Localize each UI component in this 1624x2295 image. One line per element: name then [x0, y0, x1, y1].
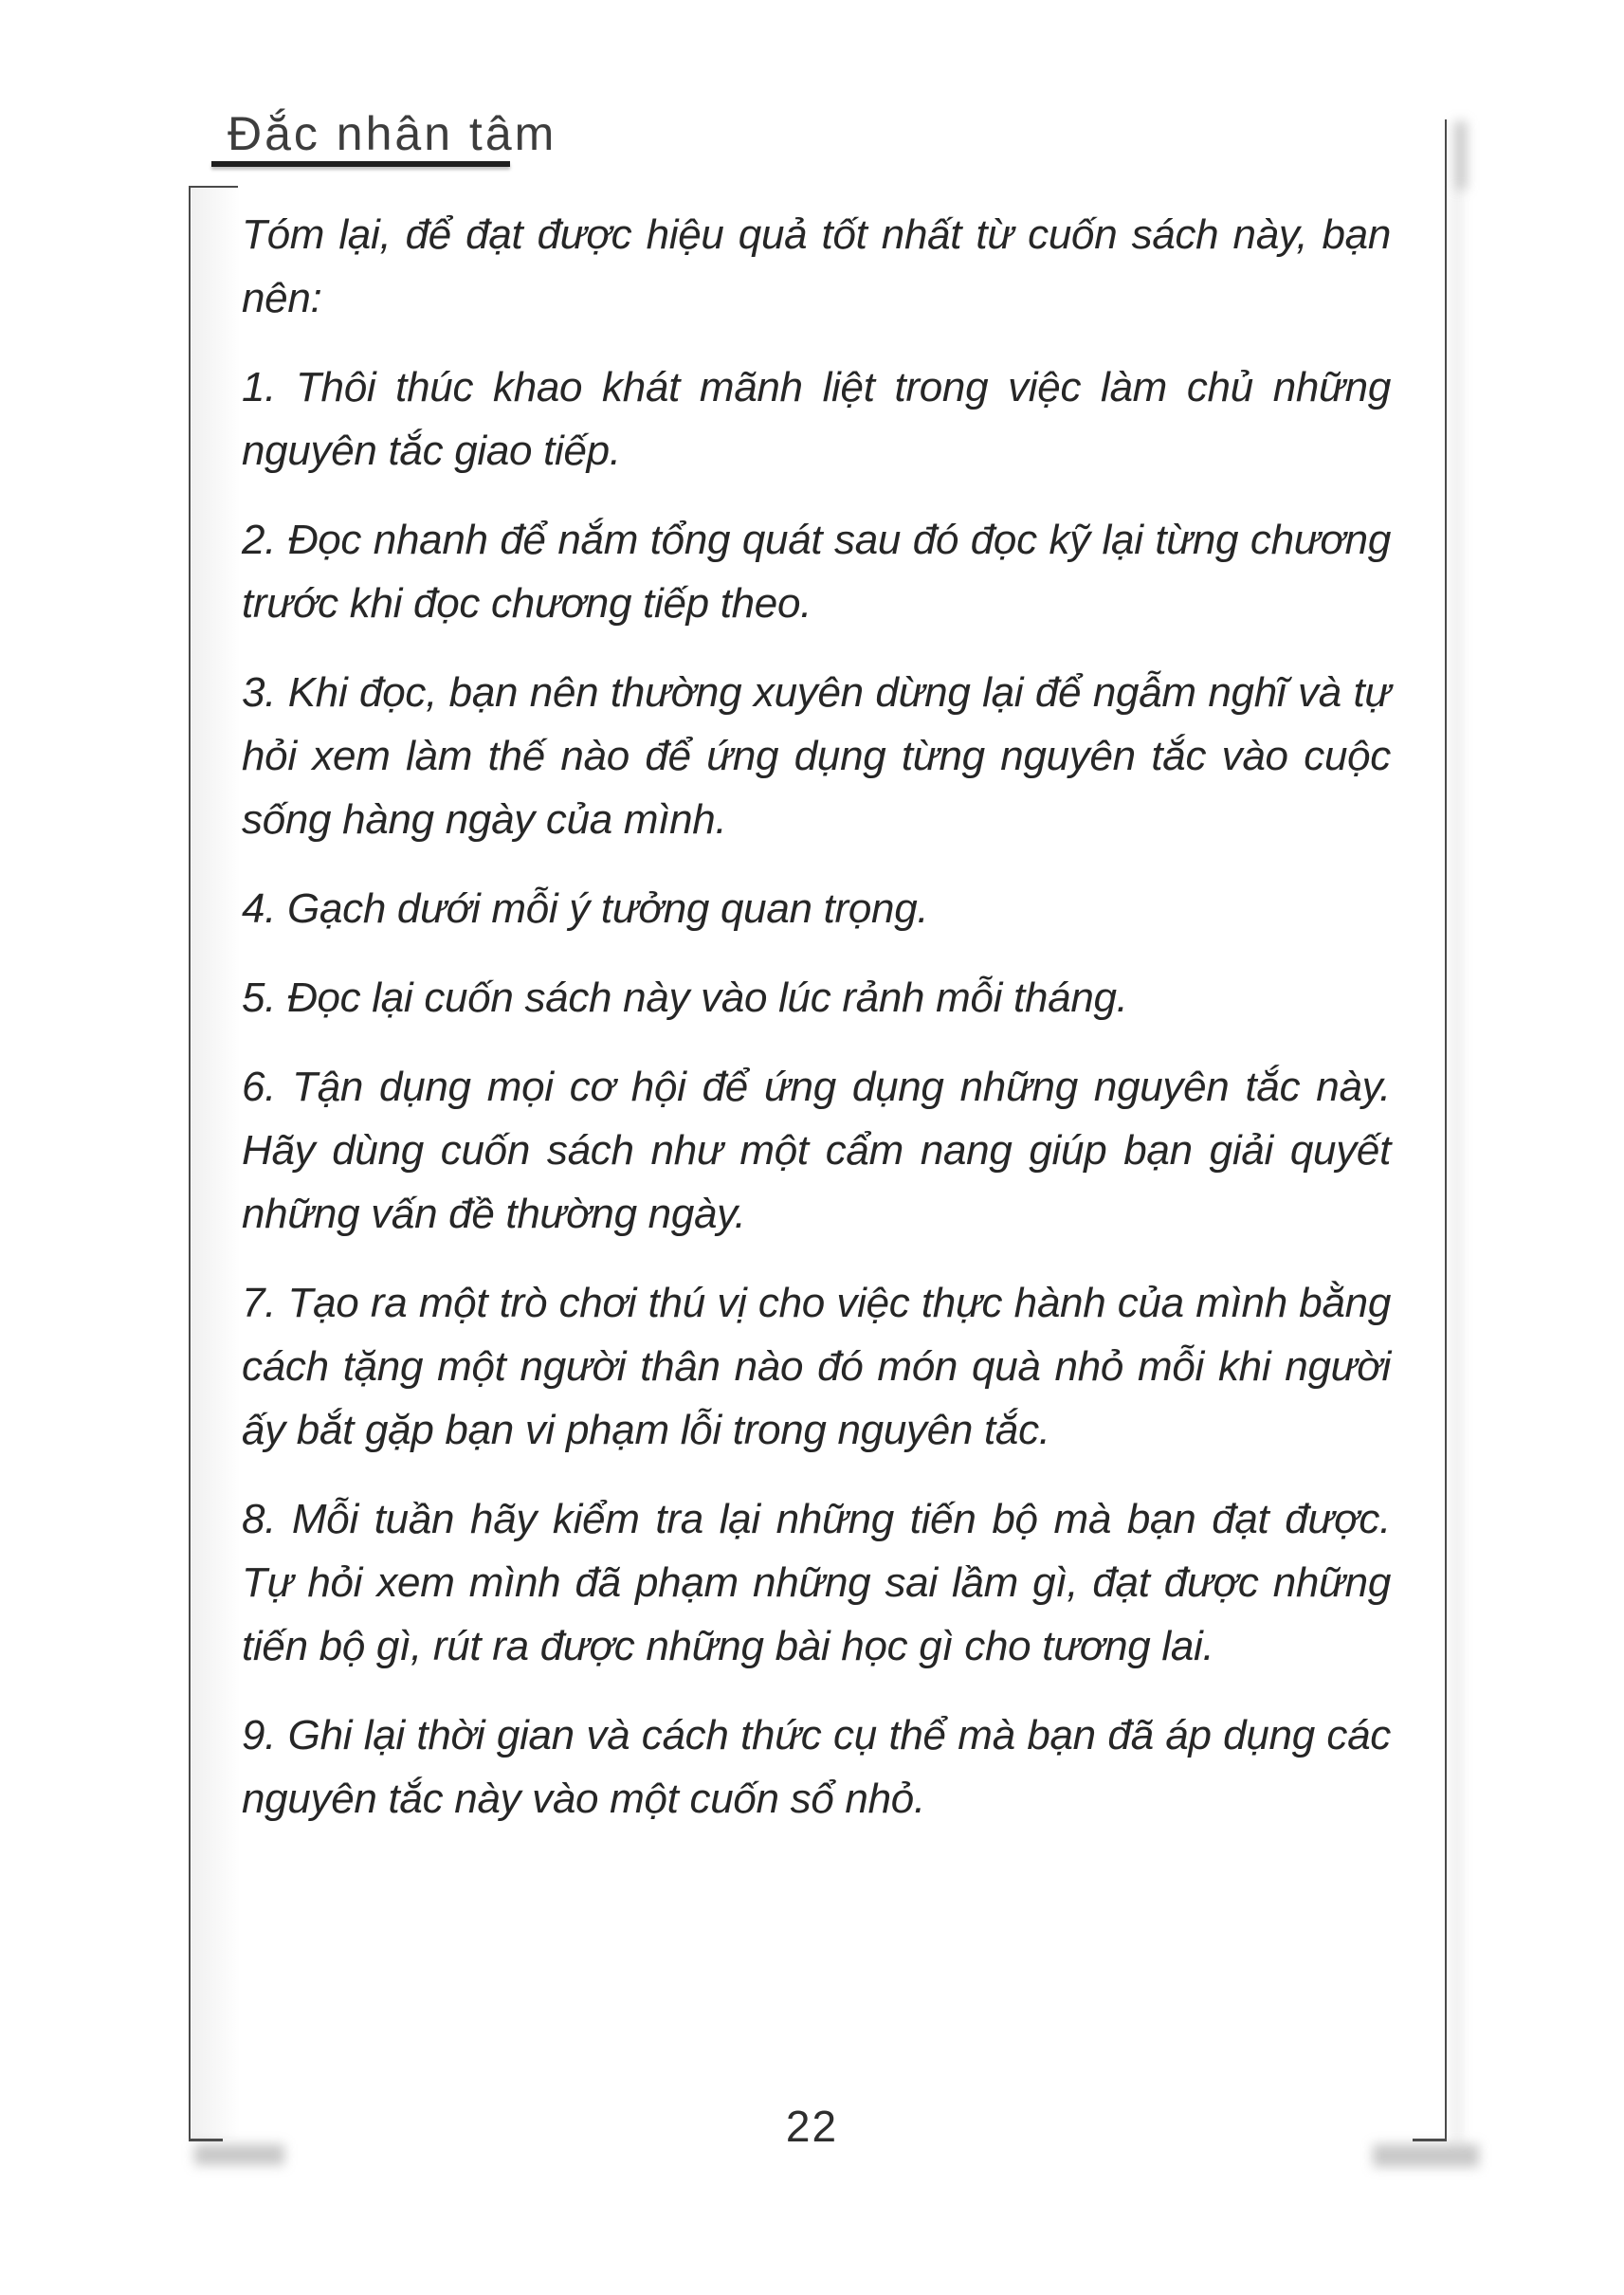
scan-shadow-top-right	[1454, 121, 1467, 190]
intro-paragraph: Tóm lại, để đạt được hiệu quả tốt nhất từ cuốn sách này, bạn nên:	[242, 211, 1391, 321]
list-item-1: 1. Thôi thúc khao khát mãnh liệt trong việc làm chủ những nguyên tắc giao tiếp.	[242, 364, 1391, 474]
running-header: Đắc nhân tâm	[228, 107, 557, 160]
list-item-4: 4. Gạch dưới mỗi ý tưởng quan trọng.	[242, 885, 929, 932]
list-item-9: 9. Ghi lại thời gian và cách thức cụ thể mà bạn đã áp dụng các nguyên tắc này vào một cuốn sổ nhỏ.	[242, 1712, 1391, 1822]
scan-shadow-right	[1453, 190, 1461, 2142]
frame-right-line	[1445, 119, 1447, 2140]
list-item-8: 8. Mỗi tuần hãy kiểm tra lại những tiến bộ mà bạn đạt được. Tự hỏi xem mình đã phạm những sai lầm gì, đạt được những tiến bộ gì, rút ra được những bài học gì cho tương lai.	[242, 1496, 1391, 1669]
page-body-text	[242, 203, 1391, 1831]
gutter-shadow	[192, 188, 241, 2139]
header-underline	[211, 161, 510, 167]
list-item-3: 3. Khi đọc, bạn nên thường xuyên dừng lại để ngẫm nghĩ và tự hỏi xem làm thế nào để ứng dụng từng nguyên tắc vào cuộc sống hàng ngày của mình.	[242, 669, 1391, 843]
list-item-7: 7. Tạo ra một trò chơi thú vị cho việc thực hành của mình bằng cách tặng một người thân nào đó món quà nhỏ mỗi khi người ấy bắt gặp bạn vi phạm lỗi trong nguyên tắc.	[242, 1280, 1391, 1453]
frame-left-line	[189, 186, 191, 2140]
list-item-6: 6. Tận dụng mọi cơ hội để ứng dụng những nguyên tắc này. Hãy dùng cuốn sách như một cẩm nang giúp bạn giải quyết những vấn đề thường ngày.	[242, 1064, 1391, 1237]
list-item-2: 2. Đọc nhanh để nắm tổng quát sau đó đọc kỹ lại từng chương trước khi đọc chương tiếp theo.	[242, 517, 1391, 627]
list-item-5: 5. Đọc lại cuốn sách này vào lúc rảnh mỗi tháng.	[242, 974, 1128, 1021]
page-number: 22	[785, 2102, 839, 2151]
